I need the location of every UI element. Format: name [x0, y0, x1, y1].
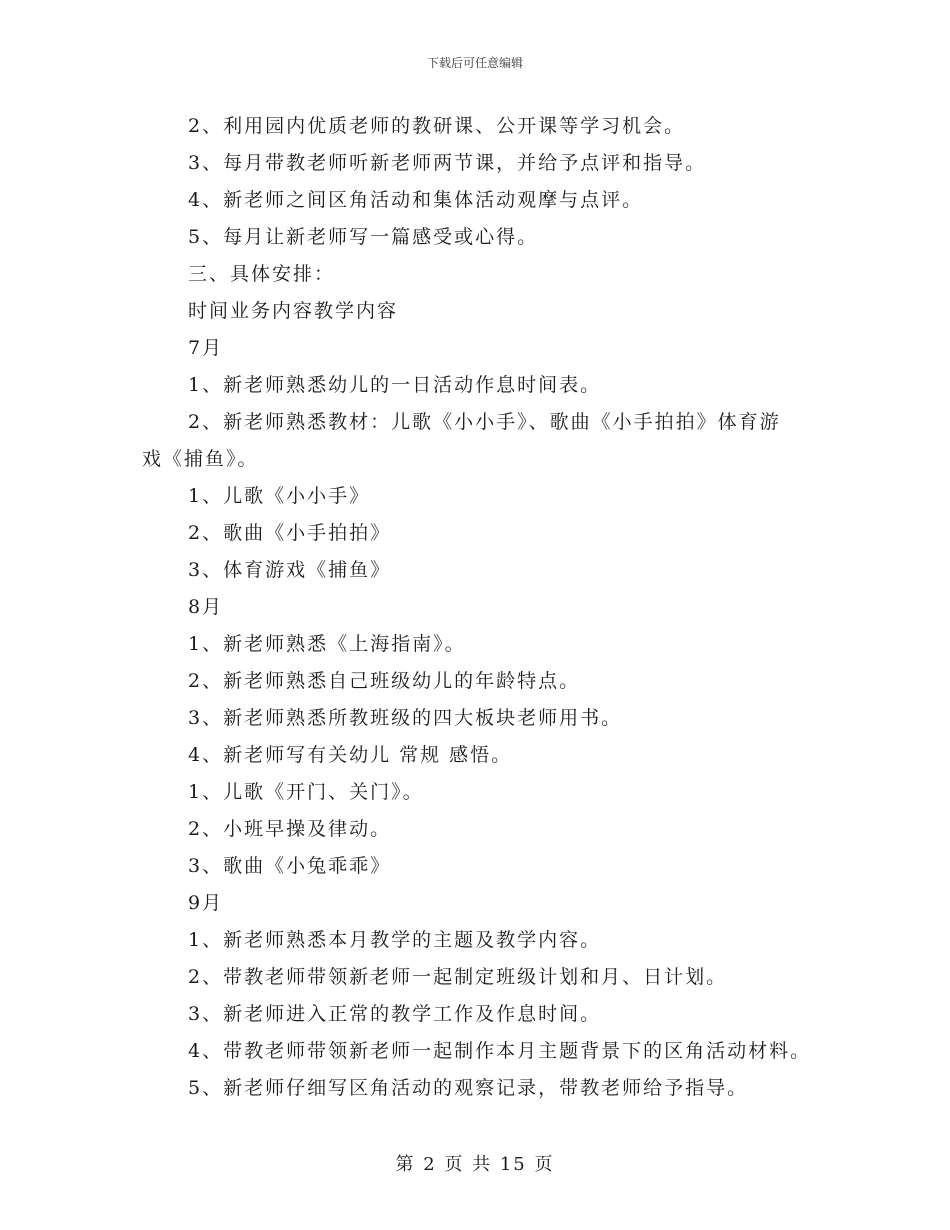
text-line: 三、具体安排：: [188, 263, 336, 285]
text-line: 戏《捕鱼》。: [142, 448, 259, 470]
text-line: 5、新老师仔细写区角活动的观察记录，带教老师给予指导。: [188, 1077, 749, 1099]
text-line: 2、新老师熟悉教材：儿歌《小小手》、歌曲《小手拍拍》体育游: [188, 411, 781, 433]
text-line: 2、新老师熟悉自己班级幼儿的年龄特点。: [188, 670, 581, 692]
text-line: 3、每月带教老师听新老师两节课，并给予点评和指导。: [188, 152, 707, 174]
text-line: 1、新老师熟悉《上海指南》。: [188, 633, 466, 655]
text-line: 3、新老师进入正常的教学工作及作息时间。: [188, 1003, 602, 1025]
text-line: 4、新老师之间区角活动和集体活动观摩与点评。: [188, 189, 644, 211]
text-line: 1、儿歌《小小手》: [188, 485, 371, 507]
text-line: 7月: [188, 337, 224, 359]
text-line: 4、带教老师带领新老师一起制作本月主题背景下的区角活动材料。: [188, 1040, 812, 1062]
text-line: 3、体育游戏《捕鱼》: [188, 559, 392, 581]
text-line: 5、每月让新老师写一篇感受或心得。: [188, 226, 539, 248]
text-line: 2、小班早操及律动。: [188, 818, 392, 840]
text-line: 9月: [188, 892, 224, 914]
text-line: 2、带教老师带领新老师一起制定班级计划和月、日计划。: [188, 966, 728, 988]
page-header: 下载后可任意编辑: [426, 56, 523, 70]
text-line: 4、新老师写有关幼儿 常规 感悟。: [188, 744, 513, 766]
text-line: 时间业务内容教学内容: [188, 300, 399, 322]
text-line: 3、歌曲《小兔乖乖》: [188, 855, 392, 877]
text-line: 2、歌曲《小手拍拍》: [188, 522, 392, 544]
text-line: 1、新老师熟悉幼儿的一日活动作息时间表。: [188, 374, 602, 396]
text-line: 1、儿歌《开门、关门》。: [188, 781, 424, 803]
text-line: 2、利用园内优质老师的教研课、公开课等学习机会。: [188, 115, 686, 137]
page-footer: 第 2 页 共 15 页: [395, 1154, 555, 1175]
document-body: [142, 108, 822, 1107]
text-line: 3、新老师熟悉所教班级的四大板块老师用书。: [188, 707, 623, 729]
text-line: 1、新老师熟悉本月教学的主题及教学内容。: [188, 929, 602, 951]
text-line: 8月: [188, 596, 224, 618]
